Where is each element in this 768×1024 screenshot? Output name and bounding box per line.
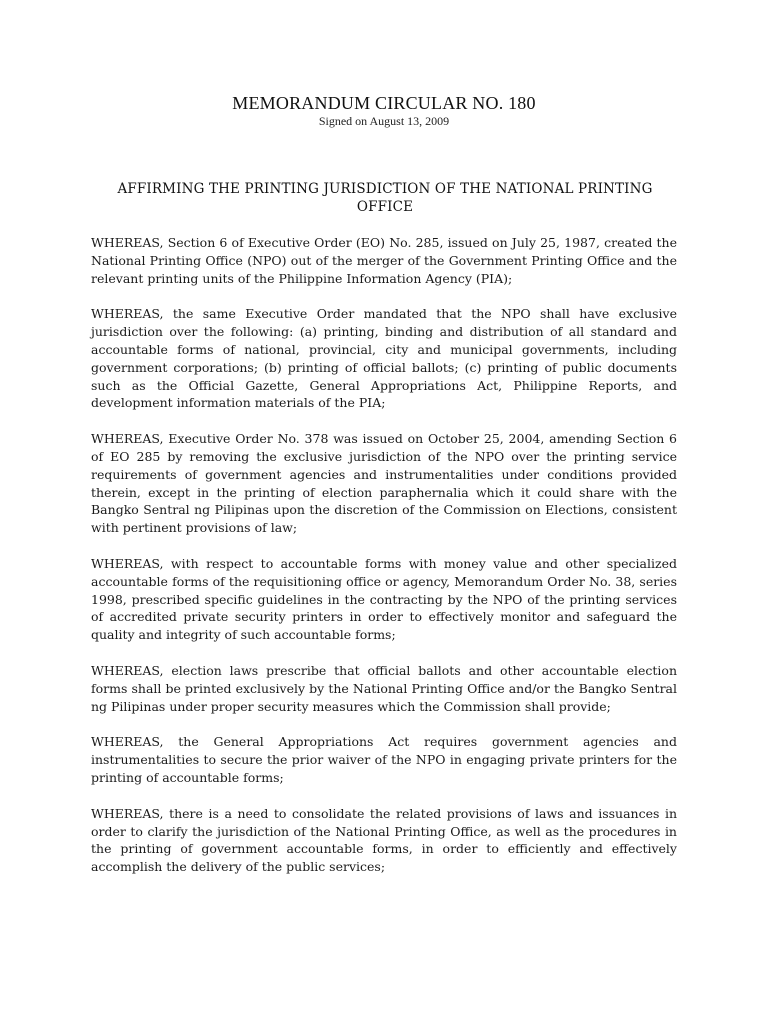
whereas-paragraph-1: WHEREAS, Section 6 of Executive Order (EO) No. 285, issued on July 25, 1987, created the National Printing Office (NPO) out of the merger of the Government Printing Office and the relevant printing units of the Philippine Information Agency (PIA); — [91, 235, 677, 286]
document-subject: AFFIRMING THE PRINTING JURISDICTION OF THE NATIONAL PRINTING OFFICE — [117, 181, 653, 215]
whereas-paragraph-3: WHEREAS, Executive Order No. 378 was issued on October 25, 2004, amending Section 6 of EO 285 by removing the exclusive jurisdiction of the NPO over the printing service requirements of government agencies and instrumentalities under conditions provided therein, except in the printing of election paraphernalia which it could share with the Bangko Sentral ng Pilipinas upon the discretion of the Commission on Elections, consistent with pertinent provisions of law; — [91, 431, 677, 536]
document-header — [0, 92, 768, 128]
whereas-paragraph-7: WHEREAS, there is a need to consolidate the related provisions of laws and issuances in order to clarify the jurisdiction of the National Printing Office, as well as the procedures in the printing of government accountable forms, in order to efficiently and effectively accomplish the delivery of the public services; — [91, 805, 677, 875]
signed-date: Signed on August 13, 2009 — [318, 114, 450, 128]
whereas-paragraph-2: WHEREAS, the same Executive Order mandated that the NPO shall have exclusive jurisdiction over the following: (a) printing, binding and distribution of all standard and accountable forms of national, provincial, city and municipal governments, including government corporations; (b) printing of official ballots; (c) printing of public documents such as the Official Gazette, General Appropriations Act, Philippine Reports, and development information materials of the PIA; — [91, 306, 677, 411]
whereas-paragraph-4: WHEREAS, with respect to accountable forms with money value and other specialized accountable forms of the requisitioning office or agency, Memorandum Order No. 38, series 1998, prescribed specific guidelines in the contracting by the NPO of the printing services of accredited private security printers in order to effectively monitor and safeguard the quality and integrity of such accountable forms; — [91, 555, 677, 643]
document-body — [91, 234, 677, 876]
whereas-paragraph-6: WHEREAS, the General Appropriations Act requires government agencies and instrumentalities to secure the prior waiver of the NPO in engaging private printers for the printing of accountable forms; — [91, 734, 677, 785]
document-title: MEMORANDUM CIRCULAR NO. 180 — [232, 93, 536, 113]
whereas-paragraph-5: WHEREAS, election laws prescribe that official ballots and other accountable election forms shall be printed exclusively by the National Printing Office and/or the Bangko Sentral ng Pilipinas under proper security measures which the Commission shall provide; — [91, 662, 677, 714]
